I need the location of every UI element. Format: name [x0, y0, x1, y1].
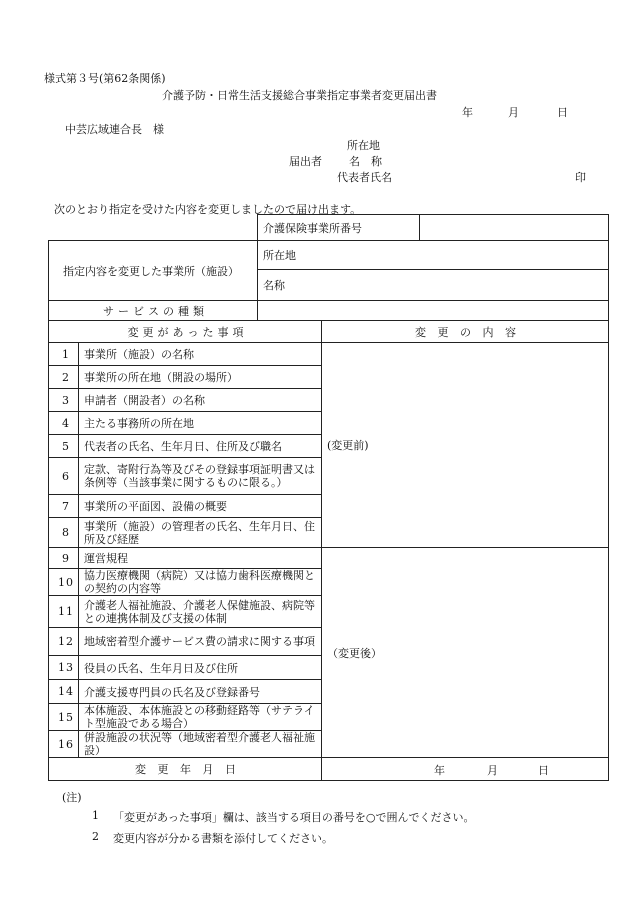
item-text: 役員の氏名、生年月日及び住所 — [79, 656, 322, 680]
item-text: 併設施設の状況等（地域密着型介護老人福祉施設） — [79, 731, 322, 758]
item-number[interactable]: 7 — [49, 495, 79, 518]
before-change-area[interactable] — [322, 343, 609, 548]
item-number[interactable]: 4 — [49, 412, 79, 435]
blank-cell — [49, 215, 258, 241]
item-number[interactable]: 14 — [49, 680, 79, 704]
notes-heading: (注) — [62, 791, 82, 804]
item-number[interactable]: 9 — [49, 548, 79, 569]
insurance-no-label: 介護保険事業所番号 — [258, 215, 420, 241]
item-number[interactable]: 6 — [49, 458, 79, 495]
item-text: 介護支援専門員の氏名及び登録番号 — [79, 680, 322, 704]
service-type-value[interactable] — [258, 301, 609, 321]
changed-items-header: 変更があった事項 — [49, 321, 322, 343]
item-text: 事業所の所在地（開設の場所） — [79, 366, 322, 389]
note-text: 変更内容が分かる書類を添付してください。 — [113, 832, 333, 845]
item-number[interactable]: 16 — [49, 731, 79, 758]
changes-table — [48, 320, 609, 781]
intro-text: 次のとおり指定を受けた内容を変更しましたので届け出ます。 — [54, 203, 362, 216]
item-number[interactable]: 12 — [49, 628, 79, 656]
notifier-rep-label: 代表者氏名 — [337, 171, 392, 184]
after-change-label: （変更後） — [327, 646, 383, 660]
note-number: 1 — [92, 809, 99, 822]
item-number[interactable]: 10 — [49, 569, 79, 596]
change-date-month: 月 — [487, 764, 499, 777]
item-number[interactable]: 5 — [49, 435, 79, 458]
item-number[interactable]: 11 — [49, 596, 79, 628]
item-text: 主たる事務所の所在地 — [79, 412, 322, 435]
office-label: 指定内容を変更した事業所（施設） — [49, 241, 258, 301]
date-day-label: 日 — [557, 106, 568, 119]
form-title: 介護予防・日常生活支援総合事業指定事業者変更届出書 — [162, 89, 437, 102]
date-month-label: 月 — [508, 106, 519, 119]
service-type-label: サービスの種類 — [49, 301, 258, 321]
after-change-area[interactable] — [322, 548, 609, 758]
office-table — [48, 214, 609, 321]
item-text: 定款、寄附行為等及びその登録事項証明書又は条例等（当該事業に関するものに限る。） — [79, 458, 322, 495]
item-number[interactable]: 3 — [49, 389, 79, 412]
item-number[interactable]: 2 — [49, 366, 79, 389]
item-text: 代表者の氏名、生年月日、住所及び職名 — [79, 435, 322, 458]
date-year-label: 年 — [462, 106, 473, 119]
item-text: 事業所（施設）の管理者の氏名、生年月日、住所及び経歴 — [79, 518, 322, 548]
seal-mark: 印 — [575, 171, 586, 184]
item-number[interactable]: 15 — [49, 704, 79, 731]
item-text: 地域密着型介護サービス費の請求に関する事項 — [79, 628, 322, 656]
item-number[interactable]: 1 — [49, 343, 79, 366]
notifier-address-label: 所在地 — [347, 139, 380, 152]
insurance-no-value[interactable] — [420, 215, 609, 241]
before-change-label: (変更前) — [327, 439, 369, 452]
change-date-label: 変 更 年 月 日 — [49, 758, 322, 781]
note-number: 2 — [92, 830, 99, 843]
notifier-submitter-label: 届出者 — [289, 155, 322, 168]
office-name-label: 名称 — [258, 270, 609, 301]
item-text: 本体施設、本体施設との移動経路等（サテライト型施設である場合） — [79, 704, 322, 731]
addressee: 中芸広域連合長 様 — [65, 123, 164, 136]
item-number[interactable]: 8 — [49, 518, 79, 548]
change-date-year: 年 — [434, 764, 446, 777]
item-text: 介護老人福祉施設、介護老人保健施設、病院等との連携体制及び支援の体制 — [79, 596, 322, 628]
item-number[interactable]: 13 — [49, 656, 79, 680]
notifier-name-label: 名 称 — [349, 155, 382, 168]
item-text: 申請者（開設者）の名称 — [79, 389, 322, 412]
note-text: 「変更があった事項」欄は、該当する項目の番号を○で囲んでください。 — [113, 811, 475, 824]
change-date-value[interactable] — [322, 758, 609, 781]
change-content-header: 変 更 の 内 容 — [322, 321, 609, 343]
item-text: 事業所（施設）の名称 — [79, 343, 322, 366]
item-text: 協力医療機関（病院）又は協力歯科医療機関との契約の内容等 — [79, 569, 322, 596]
item-text: 運営規程 — [79, 548, 322, 569]
item-text: 事業所の平面図、設備の概要 — [79, 495, 322, 518]
change-date-day: 日 — [538, 764, 550, 777]
form-number: 様式第３号(第62条関係) — [44, 72, 166, 85]
office-address-label: 所在地 — [258, 241, 609, 270]
